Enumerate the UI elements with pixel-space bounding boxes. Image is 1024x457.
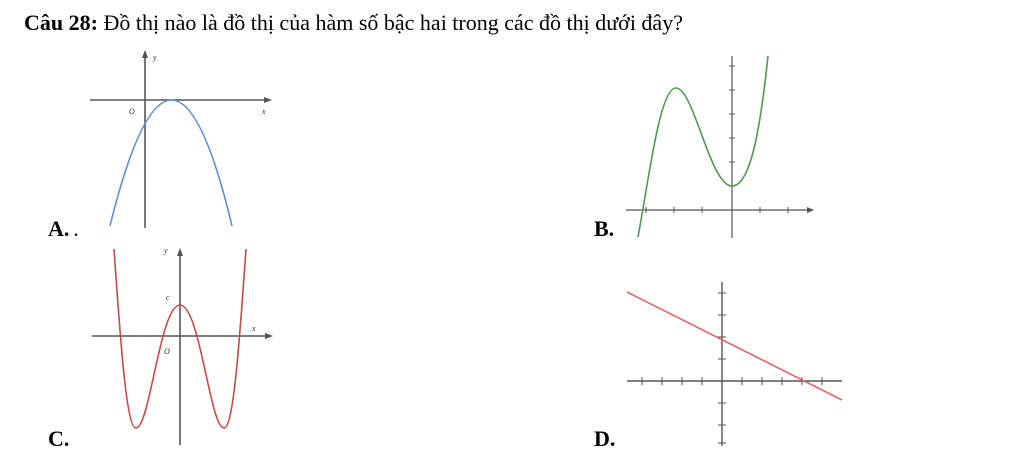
- option-d-label: D.: [594, 426, 616, 451]
- option-d[interactable]: [594, 426, 615, 452]
- graph-a-x-label: x: [262, 107, 266, 116]
- graph-a-x-arrow: [264, 97, 272, 103]
- graph-c-x-arrow: [265, 333, 273, 339]
- question-number: Câu 28:: [24, 10, 98, 35]
- graph-c: [88, 243, 278, 448]
- graph-d: [622, 278, 847, 450]
- option-a[interactable]: [48, 216, 79, 242]
- question-text: [24, 10, 683, 36]
- graph-b: [622, 52, 822, 240]
- graph-b-x-arrow: [807, 207, 814, 213]
- graph-c-y-label: y: [164, 246, 168, 255]
- graph-a: [85, 48, 280, 233]
- graph-a-origin-label: O: [129, 107, 135, 116]
- graph-c-c-label: c: [166, 293, 170, 302]
- question-body: Đồ thị nào là đồ thị của hàm số bậc hai trong các đồ thị dưới đây?: [103, 10, 683, 35]
- graph-a-y-arrow: [142, 50, 148, 58]
- graph-c-origin-label: O: [164, 347, 170, 356]
- graph-a-parabola: [110, 100, 232, 226]
- option-c[interactable]: [48, 426, 69, 452]
- option-c-label: C.: [48, 426, 70, 451]
- option-a-suffix: .: [73, 216, 79, 241]
- graph-d-line: [627, 292, 842, 400]
- option-a-label: A.: [48, 216, 70, 241]
- graph-c-y-arrow: [177, 248, 183, 256]
- option-b[interactable]: [594, 216, 614, 242]
- graph-a-y-label: y: [153, 53, 157, 62]
- graph-c-x-label: x: [252, 324, 256, 333]
- option-b-label: B.: [594, 216, 615, 241]
